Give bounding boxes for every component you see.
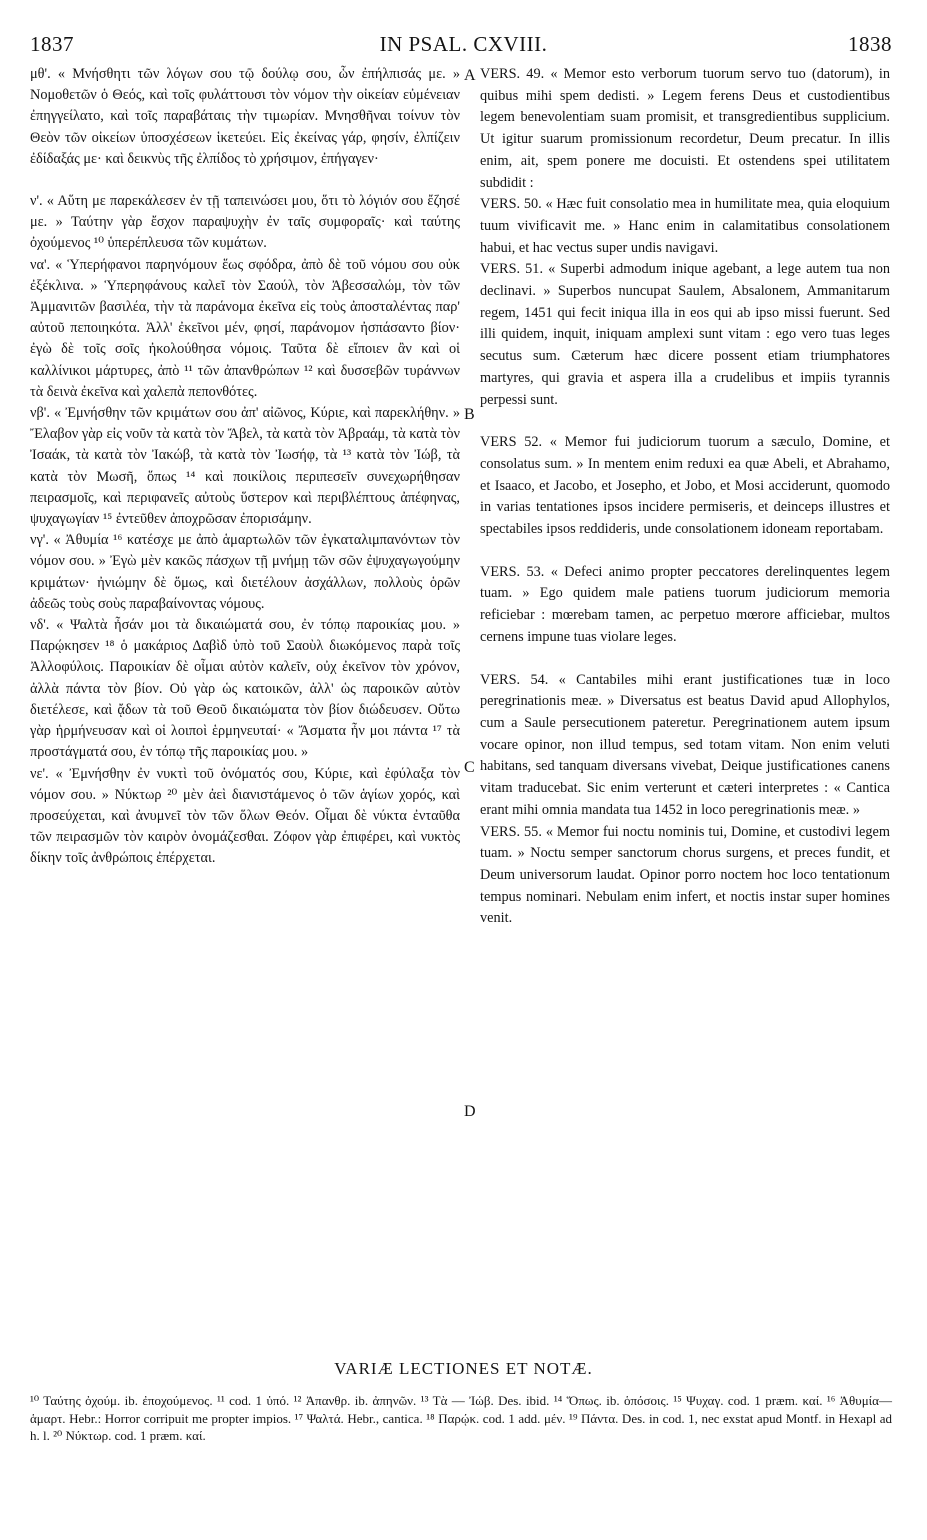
left-column-number: 1837 [30, 32, 74, 56]
latin-paragraph-53: VERS. 53. « Defeci animo propter peccatores derelinquentes legem tuam. » Ego quidem male patiens tuorum judiciorum memoria reficiebar : mœrebam tamen, ac perpetuo mœrore afficiebar, multos cernens impune tuas violare leges. [480, 563, 890, 645]
margin-letter-b: B [464, 406, 475, 423]
latin-paragraph-55: VERS. 55. « Memor fui noctu nominis tui, Domine, et custodivi legem tuam. » Noctu semper sanctorum chorus surgens, et preces fundit, et Deum universorum laudat. Opinor porro noctem hoc loco tentationum tempus nominari. Nebulam enim infert, et noctis instar super homines venit. [480, 823, 890, 927]
greek-paragraph-50: ν'. « Αὕτη με παρεκάλεσεν ἐν τῇ ταπεινώσει μου, ὅτι τὸ λόγιόν σου ἔζησέ με. » Ταύτην γὰρ ἔσχον παραψυχὴν ἐν ταῖς συμφοραῖς· καὶ ταύτης ὀχούμενος ¹⁰ ὑπερέπλευσα τῶν κυμάτων. [30, 193, 460, 252]
right-column-number: 1838 [848, 32, 892, 56]
margin-letter-c: C [464, 759, 475, 776]
latin-paragraph-54: VERS. 54. « Cantabiles mihi erant justificationes tuæ in loco peregrinationis meæ. » Diversatus est beatus David apud Allophylos, cum a Saule persecutionem pateretur. Peregrinationem autem ipsum vocare opinor, non illud tempus, sed totam vitam. Non enim veluti habitans, sed tanquam diversans vivebat, Deique justificationes canens vitam traducebat. Sic enim verterunt et cæteri interpretes : « Cantica erant mihi omnia mandata tua 1452 in loco peregrinationis meæ. » [480, 671, 890, 818]
greek-paragraph-53: νγ'. « Ἀθυμία ¹⁶ κατέσχε με ἀπὸ ἁμαρτωλῶν τῶν ἐγκαταλιμπανόντων τὸν νόμον σου. » Ἐγὼ μὲν κακῶς πάσχων τῇ μνήμῃ τῶν σῶν ἐψυχαγωγούμην κριμάτων· ἠνιώμην δὲ ὅμως, καὶ διετέλουν ἀσχάλλων, πολλοὺς ὁρῶν ἀδεῶς τοὺς σοὺς παραβαίνοντας νόμους. [30, 532, 460, 612]
margin-letter-a: A [464, 67, 476, 84]
latin-paragraph-51: VERS. 51. « Superbi admodum inique agebant, a lege autem tua non declinavi. » Superbos nuncupat Saulem, Absalonem, Ammanitarum regem, 1451 qui fecit iniqua illa in eos qui ab ipso missi fuerunt. Sed illi quidem, inquit, iniquam amplexi sunt vitam : ego vero tuas leges secutus sum. Cæterum hæc dicere possent etiam triumphatores martyres, qui gravia et aspera illa a crudelibus et impiis tyrannis perpessi sunt. [480, 261, 890, 408]
running-title: IN PSAL. CXVIII. [379, 32, 548, 56]
greek-paragraph-55: νε'. « Ἐμνήσθην ἐν νυκτὶ τοῦ ὀνόματός σου, Κύριε, καὶ ἐφύλαξα τὸν νόμον σου. » Νύκτωρ ²⁰ μὲν ἀεὶ διανιστάμενος ὁ τῶν ἁγίων χορός, καὶ προσεύχεται, καὶ ἀνυμνεῖ τὸν τῶν ὅλων Θεόν. Οἶμαι δὲ νύκτα ἐνταῦθα τῶν πειρασμῶν τὸν καιρὸν ὀνομάζεσθαι. Ζόφον γὰρ ἐπιφέρει, καὶ νυκτὸς δίκην τοῖς ἀνθρώποις ἐπέρχεται. [30, 765, 460, 867]
latin-column [480, 64, 890, 930]
latin-paragraph-49: VERS. 49. « Memor esto verborum tuorum servo tuo (datorum), in quibus mihi spem dedisti. » Legem ferens Deus et custodientibus legem benevolentiam suam promisit, et transgredientibus supplicium. Ut igitur suarum promissionum recordetur, Deum precatur. In illis enim, ait, spem ponere me docuisti. Et ostendens spei utilitatem subdidit : [480, 66, 890, 191]
latin-paragraph-50: VERS. 50. « Hæc fuit consolatio mea in humilitate mea, quia eloquium tuum vivificavit me. » Hanc enim in calamitatibus consolationem habui, et hac vectus super undis navigavi. [480, 196, 890, 256]
variant-readings-notes: ¹⁰ Ταύτης ὀχούμ. ib. ἐποχούμενος. ¹¹ cod. 1 ὑπό. ¹² Ἀπανθρ. ib. ἀπηνῶν. ¹³ Τὰ — Ἰώβ. Des. ibid. ¹⁴ Ὅπως. ib. ὁπόσοις. ¹⁵ Ψυχαγ. cod. 1 præm. καί. ¹⁶ Ἀθυμία—ἁμαρτ. Hebr.: Horror corripuit me propter impios. ¹⁷ Ψαλτά. Hebr., cantica. ¹⁸ Παρῴκ. cod. 1 add. μέν. ¹⁹ Πάντα. Des. in cod. 1, nec exstat apud Montf. in Hexapl ad h. l. ²⁰ Νύκτωρ. cod. 1 præm. καί. [30, 1393, 892, 1443]
latin-paragraph-52: VERS 52. « Memor fui judiciorum tuorum a sæculo, Domine, et consolatus sum. » In mentem enim reduxi ea quæ Abeli, et Abrahamo, et Isaaco, et Jacobo, et Josepho, et Jobo, et Mosi acciderunt, quomodo in varias tentationes ipsos incidere permiseris, et deinceps illustres et spectabiles ipsos reddideris, unde consolationem idoneam reportabam. [480, 434, 890, 538]
greek-paragraph-52: νβ'. « Ἐμνήσθην τῶν κριμάτων σου ἀπ' αἰῶνος, Κύριε, καὶ παρεκλήθην. » Ἔλαβον γὰρ εἰς νοῦν τὰ κατὰ τὸν Ἄβελ, τὰ κατὰ τὸν Ἀβραάμ, τὰ κατὰ τὸν Ἰσαάκ, τὰ κατὰ τὸν Ἰακώβ, τὰ κατὰ τὸν Ἰωσήφ, τὰ ¹³ κατὰ τὸν Ἰώβ, τὰ κατὰ τὸν Μωσῆ, ὅπως ¹⁴ καὶ ποικίλοις περιπεσεῖν συνεχωρήθησαν πειρασμοῖς, καὶ περιφανεῖς αὐτοὺς ὕστερον καὶ περιβλέπτους ἀπέφηνας, ψυχαγωγίαν ¹⁵ ἐντεῦθεν ἀποχρῶσαν ἐπορισάμην. [30, 405, 460, 528]
greek-column [30, 64, 460, 870]
greek-paragraph-51: να'. « Ὑπερήφανοι παρηνόμουν ἕως σφόδρα, ἀπὸ δὲ τοῦ νόμου σου οὐκ ἐξέκλινα. » Ὑπερηφάνους καλεῖ τὸν Σαούλ, τὸν Ἀβεσσαλώμ, τὸν τῶν Ἀμμανιτῶν βασιλέα, τὴν τὰ παράνομα ἐκεῖνα εἰς τοὺς ἀποσταλέντας παρ' αὐτοῦ πεποιηκότα. Ἀλλ' ἐκεῖνοι μέν, φησί, παράνομον ἠσπάσαντο βίον· ἐγὼ δὲ τοῖς σοῖς ἠκολούθησα νόμοις. Ταῦτα δὲ εἴποιεν ἂν καὶ οἱ καλλίνικοι μάρτυρες, ἀπὸ ¹¹ τῶν ἀπανθρώπων ¹² καὶ δυσσεβῶν τυράννων τὰ δεινὰ ἐκεῖνα καὶ χαλεπὰ πεπονθότες. [30, 256, 460, 400]
notes-heading: VARIÆ LECTIONES ET NOTÆ. [334, 1359, 593, 1378]
margin-letter-d: D [464, 1103, 476, 1120]
greek-paragraph-49: μθ'. « Μνήσθητι τῶν λόγων σου τῷ δούλῳ σου, ὧν ἐπήλπισάς με. » Νομοθετῶν ὁ Θεός, καὶ τοῖς φυλάττουσι τὸν νόμον τὴν οἰκείαν εὐμένειαν ἐπηγγείλατο, καὶ τοῖς παραβάταις τὴν τιμωρίαν. Μνησθῆναι τοίνυν τὸν Θεὸν τῶν οἰκείων ὑποσχέσεων ἱκετεύει. Εἰς ἐκείνας γάρ, φησίν, ἐλπίζειν ἐδίδαξάς με· καὶ δεικνὺς τῆς ἐλπίδος τὸ χρήσιμον, ἐπήγαγεν· [30, 66, 460, 167]
greek-paragraph-54: νδ'. « Ψαλτὰ ἦσάν μοι τὰ δικαιώματά σου, ἐν τόπῳ παροικίας μου. » Παρῴκησεν ¹⁸ ὁ μακάριος Δαβὶδ ὑπὸ τοῦ Σαοὺλ διωκόμενος παρὰ τοῖς Ἀλλοφύλοις. Παροικίαν δὲ οἶμαι αὐτὸν καλεῖν, οὐχ ἐκεῖνον τὸν χρόνον, ἀλλὰ πάντα τὸν βίον. Οὐ γὰρ ὡς κατοικῶν, ἀλλ' ὡς παροικῶν αὐτὸν διετέλεσε, καὶ ᾄδων τὰ τοῦ Θεοῦ δικαιώματα τὸν βίον διώδευσεν. Οὕτω γὰρ ἡρμήνευσαν καὶ οἱ λοιποὶ ἑρμηνευταί· « Ἄσματα ἦν μοι πάντα ¹⁷ τὰ προστάγματά σου, ἐν τόπῳ τῆς παροικίας μου. » [30, 617, 460, 761]
